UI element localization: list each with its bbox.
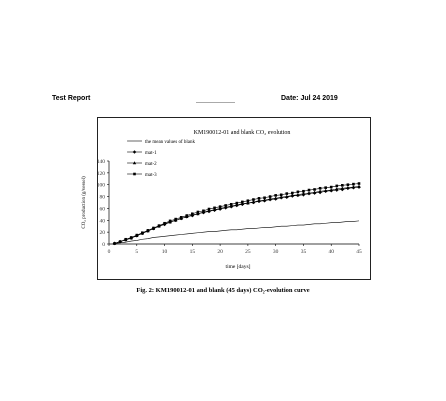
data-point xyxy=(285,192,288,195)
report-date: Date: Jul 24 2019 xyxy=(281,95,338,102)
data-point xyxy=(235,202,238,205)
series-line-mat-3 xyxy=(115,184,359,244)
data-point xyxy=(302,190,305,193)
data-point xyxy=(147,229,150,232)
x-tick-label: 25 xyxy=(245,249,251,255)
y-axis-label: CO₂ production (g/vessel) xyxy=(82,176,87,229)
data-point xyxy=(191,212,194,215)
data-point xyxy=(135,234,138,237)
x-tick-label: 45 xyxy=(356,249,362,255)
data-point xyxy=(297,191,300,194)
data-point xyxy=(185,214,188,217)
data-point xyxy=(347,183,350,186)
data-point xyxy=(241,201,244,204)
data-point xyxy=(263,196,266,199)
series-line-the-mean-values-of-blank xyxy=(115,221,359,244)
data-point xyxy=(357,185,360,188)
data-point xyxy=(180,216,183,219)
data-point xyxy=(219,205,222,208)
series-line-mat-2 xyxy=(115,186,359,243)
y-tick-label: 20 xyxy=(99,230,105,237)
data-point xyxy=(258,197,261,200)
data-point xyxy=(141,231,144,234)
chart-frame xyxy=(82,117,371,280)
legend-label: mat-3 xyxy=(145,173,157,178)
legend-label: the mean values of blank xyxy=(145,140,195,145)
y-tick-label: 40 xyxy=(99,218,105,225)
data-point xyxy=(324,186,327,189)
data-point xyxy=(158,224,161,227)
y-tick-label: 0 xyxy=(102,242,105,248)
figure-caption: Fig. 2: KM190012-01 and blank (45 days) CO₂-evolution curve xyxy=(136,287,310,294)
co2-evolution-chart xyxy=(82,118,370,279)
report-title: Test Report xyxy=(52,95,91,102)
data-point xyxy=(247,199,250,202)
data-point xyxy=(152,227,155,230)
legend-marker xyxy=(133,150,137,154)
legend-label: mat-2 xyxy=(145,162,157,167)
data-point xyxy=(280,193,283,196)
legend-marker xyxy=(133,173,136,176)
x-tick-label: 40 xyxy=(328,249,334,255)
data-point xyxy=(169,220,172,223)
x-tick-label: 35 xyxy=(300,249,307,255)
data-point xyxy=(124,238,127,241)
data-point xyxy=(274,194,277,197)
x-tick-label: 15 xyxy=(189,249,196,255)
data-point xyxy=(202,210,205,213)
y-tick-label: 120 xyxy=(96,170,105,177)
chart-title: KM190012-01 and blank CO₂ evolution xyxy=(193,130,291,136)
data-point xyxy=(163,222,166,225)
data-point xyxy=(230,203,233,206)
x-tick-label: 20 xyxy=(217,249,223,255)
data-point xyxy=(213,207,216,210)
x-tick-label: 5 xyxy=(135,249,139,255)
data-point xyxy=(335,185,338,188)
x-tick-label: 10 xyxy=(161,249,168,255)
data-point xyxy=(269,195,272,198)
data-point xyxy=(224,204,227,207)
y-tick-label: 140 xyxy=(96,159,105,165)
data-point xyxy=(197,211,200,214)
header-divider xyxy=(196,102,235,103)
data-point xyxy=(113,242,116,245)
data-point xyxy=(341,184,344,187)
x-tick-label: 0 xyxy=(107,249,111,255)
data-point xyxy=(352,183,355,186)
y-tick-label: 80 xyxy=(99,194,105,201)
series-line-mat-1 xyxy=(115,187,359,243)
data-point xyxy=(319,187,322,190)
data-point xyxy=(291,192,294,195)
data-point xyxy=(174,218,177,221)
data-point xyxy=(313,188,316,191)
data-point xyxy=(358,182,361,185)
data-point xyxy=(208,208,211,211)
data-point xyxy=(130,236,133,239)
data-point xyxy=(119,240,122,243)
data-point xyxy=(330,186,333,189)
data-point xyxy=(252,198,255,201)
legend-label: mat-1 xyxy=(145,151,157,156)
y-tick-label: 60 xyxy=(99,206,105,213)
y-tick-label: 100 xyxy=(96,182,105,189)
x-axis-label: time [days] xyxy=(225,264,251,270)
data-point xyxy=(308,189,311,192)
x-tick-label: 30 xyxy=(272,249,279,255)
